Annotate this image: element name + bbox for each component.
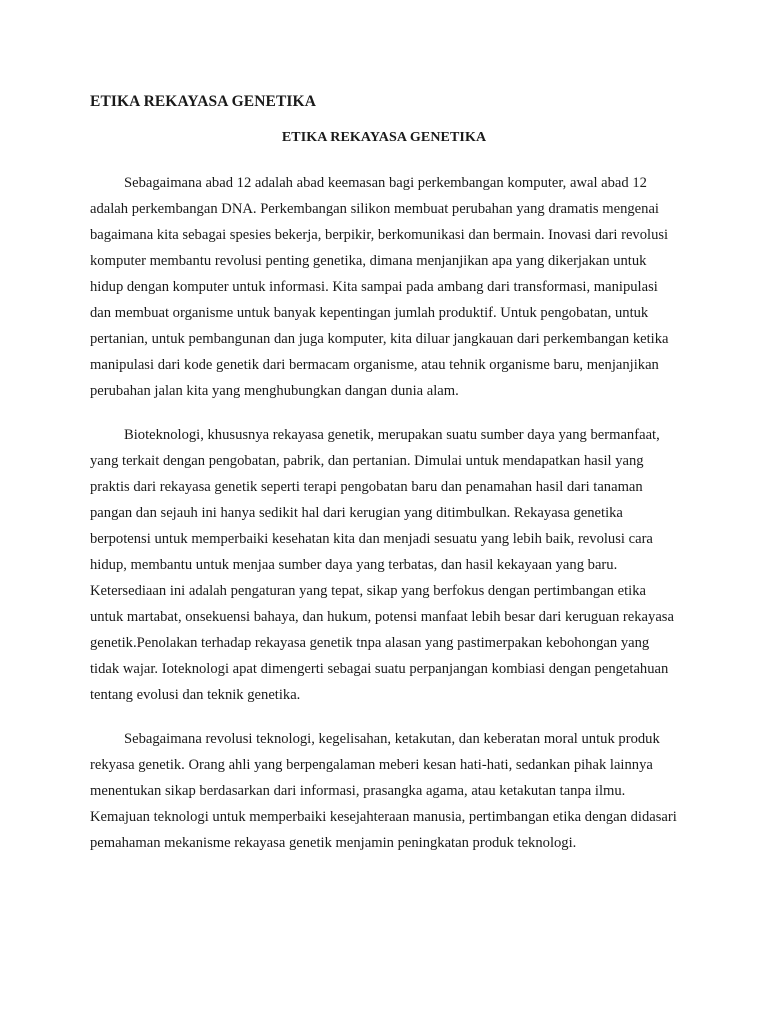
paragraph-3: Sebagaimana revolusi teknologi, kegelisahan, ketakutan, dan keberatan moral untuk produk rekyasa genetik. Orang ahli yang berpengalaman meberi kesan hati-hati, sedankan pihak lainnya menentukan sikap berdasarkan dari informasi, prasangka agama, atau ketakutan tanpa ilmu. Kemajuan teknologi untuk memperbaiki kesejahteraan manusia, pertimbangan etika dengan didasari pemahaman mekanisme rekayasa genetik menjamin peningkatan produk teknologi. (90, 731, 677, 851)
document-subtitle: ETIKA REKAYASA GENETIKA (281, 130, 487, 145)
paragraph-1: Sebagaimana abad 12 adalah abad keemasan bagi perkembangan komputer, awal abad 12 adalah perkembangan DNA. Perkembangan silikon membuat perubahan yang dramatis mengenai bagaimana kita sebagai spesies bekerja, berpikir, berkomunikasi dan bermain. Inovasi dari revolusi komputer membantu revolusi penting genetika, dimana menjanjikan apa yang dikerjakan untuk hidup dengan komputer untuk informasi. Kita sampai pada ambang dari transformasi, manipulasi dan membuat organisme untuk banyak kepentingan jumlah produktif. Untuk pengobatan, untuk pertanian, untuk pembangunan dan juga komputer, kita diluar jangkauan dari perkembangan ketika manipulasi dari kode genetik dari bermacam organisme, atau tehnik organisme baru, menjanjikan perubahan jalan kita yang menghubungkan dangan dunia alam. (90, 175, 669, 399)
paragraph-2: Bioteknologi, khususnya rekayasa genetik, merupakan suatu sumber daya yang bermanfaat, yang terkait dengan pengobatan, pabrik, dan pertanian. Dimulai untuk mendapatkan hasil yang praktis dari rekayasa genetik seperti terapi pengobatan baru dan penamahan hasil dari tanaman pangan dan sejauh ini hanya sedikit hal dari kerugian yang ditimbulkan. Rekayasa genetika berpotensi untuk memperbaiki kesehatan kita dan menjadi sesuatu yang lebih baik, revolusi cara hidup, membantu untuk menjaa sumber daya yang terbatas, dan hasil kekayaan yang baru. Ketersediaan ini adalah pengaturan yang tepat, sikap yang berfokus dengan pertimbangan etika untuk martabat, onsekuensi bahaya, dan hukum, potensi manfaat lebih besar dari keruguan rekayasa genetik.Penolakan terhadap rekayasa genetik tnpa alasan yang pastimerpakan kebohongan yang tidak wajar. Ioteknologi apat dimengerti sebagai suatu perpanjangan kombiasi dengan pengetahuan tentang evolusi dan teknik genetika. (90, 427, 674, 703)
document-heading: ETIKA REKAYASA GENETIKA (90, 93, 316, 110)
